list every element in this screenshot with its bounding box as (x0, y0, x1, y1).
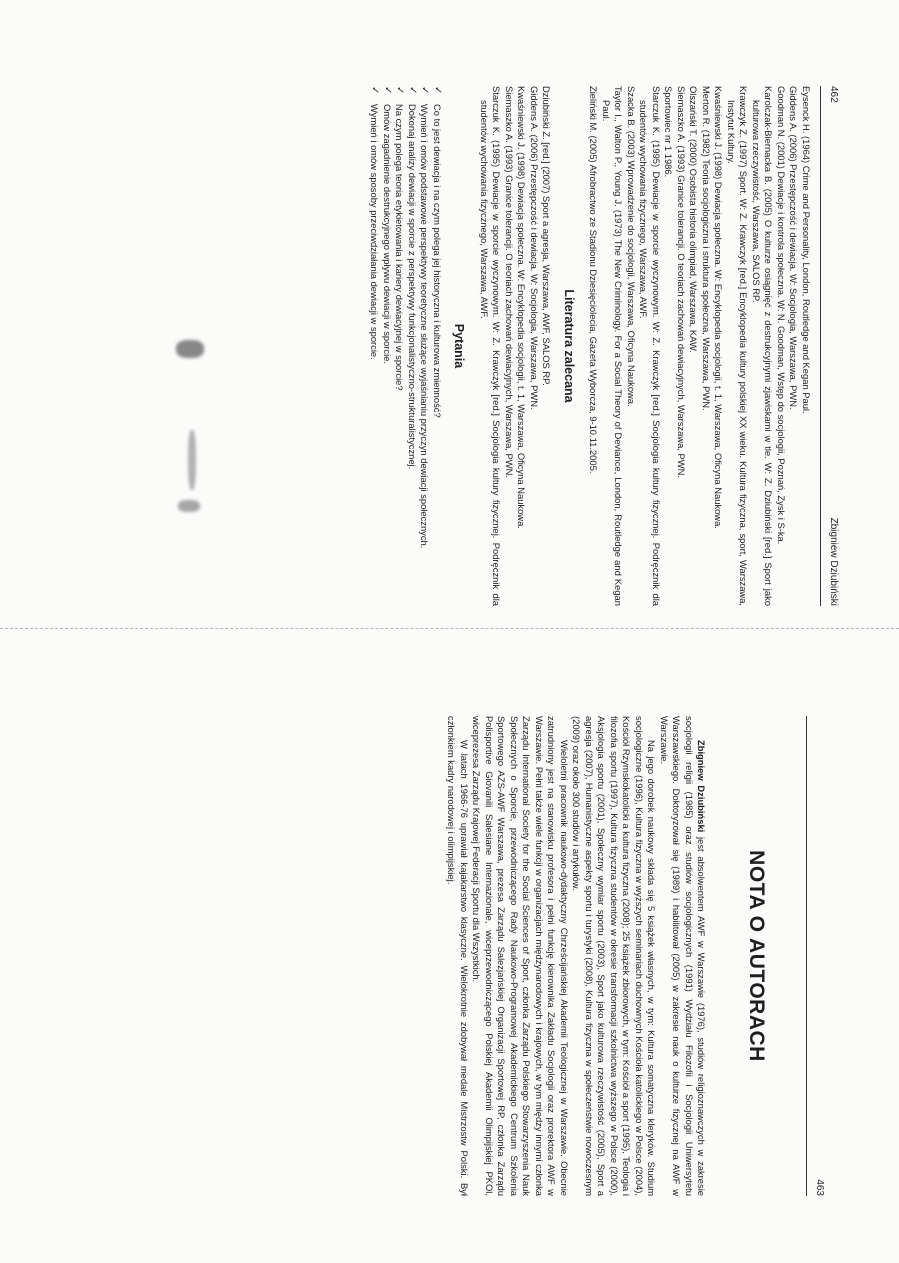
bio-paragraph: Na jego dorobek naukowy składa się 5 książek własnych, w tym: Kultura somatyczna kleryków. Studium socjologiczne (1996), Kultura fizyczna w wyższych seminariach duchownych Kościoła katolickiego w Polsce (2004), Kościół Rzymskokatolicki a kultura fizyczna (2008); 25 książek zbiorowych, w tym: Kościół a sport (1995), Teologia i filozofia sportu (1997), Kultura fizyczna studentów w okresie transformacji szkolnictwa wyższego w Polsce (2000), Aksjologia sportu (2001), Społeczny wymiar sportu (2003), Sport jako kulturowa rzeczywistość (2005), Sport a agresja (2007), Humanistyczne aspekty sportu i turystyki (2008), Kultura fizyczna w społeczeństwie nowoczesnym (2009) oraz około 300 studiów i artykułów. (571, 716, 658, 1196)
reference-entry: Merton R. (1982) Teoria socjologiczna i struktura społeczna, Warszawa, PWN. (701, 86, 712, 411)
page-number: 463 (814, 1179, 825, 1196)
reference-entry: Goodman N. (2001) Dewiacje i kontrola społeczna. W: N. Goodman, Wstęp do socjologii, Poznań, Zysk i S-ka. (776, 86, 787, 545)
running-head-title: Zbigniew Dziubiński (828, 517, 839, 606)
question-text: Wymień i omów podstawowe perspektywy teoretyczne służące wyjaśnianiu przyczyn dewiacji społecznych. (419, 104, 431, 549)
recommended-literature-heading: Literatura zalecana (562, 289, 576, 403)
recommended-entry: Dziubiński Z. [red.] (2007) Sport a agresja, Warszawa, AWF, SALOS RP. (541, 86, 553, 386)
checkmark-icon: ✓ (369, 86, 381, 95)
checkmark-icon: ✓ (432, 86, 443, 95)
question-text: Omów zagadnienie destrukcyjnego wpływu dewiacji w sporcie. (382, 104, 393, 365)
question-item (431, 86, 444, 606)
reference-entry: Karolczak-Biernacka B. (2005) O kulturze osiągnięć z destrukcyjnymi zjawiskami w tle. W: Z. Dziubiński [red.] Sport jako kulturowa rzeczywistość, Warszawa, SALOS RP. (751, 86, 775, 606)
reference-entry: Siemaszko A. (1993) Granice tolerancji. O teoriach zachowań dewiacyjnych, Warszawa, PWN. (676, 86, 687, 478)
recommended-entry: Kwaśniewski J. (1998) Dewiacja społeczna. W: Encyklopedia socjologii, t. 1, Warszawa, Oficyna Naukowa. (516, 86, 528, 529)
question-text: Wymień i omów sposoby przeciwdziałania dewiacji w sporcie. (369, 104, 381, 360)
bio-paragraph-text: jest absolwentem AWF w Warszawie (1976), studiów religioznawczych w zakresie socjologii religii (1985) oraz studiów socjologicznych (1991) Wydziału Filozofii i Socjologii Uniwersytetu Warszawskiego. Doktoryzował się (1989) i habilitował (2005) w zakresie nauk o kulturze fizycznej na AWF w Warszawie. (659, 716, 708, 1196)
recommended-entry: Starczuk K. (1995) Dewiacje w sporcie wyczynowym. W: Z. Krawczyk [red.] Socjologia kultury fizycznej. Podręcznik dla studentów wychowania fizycznego, Warszawa, AWF. (479, 86, 503, 606)
checkmark-icon: ✓ (419, 86, 431, 95)
reference-entry: Taylor I., Walton P., Young J. (1973) The New Criminology. For a Social Theory of Deviance, London, Routledge and Kegan Paul. (601, 86, 625, 606)
question-text: Na czym polega teoria etykietowania i kariery dewiacyjnej w sporcie? (394, 104, 406, 391)
page-fold-line (0, 628, 899, 629)
reference-entry: Eysenck H. (1964) Crime and Personality, London, Routledge and Kegan Paul. (801, 86, 812, 414)
reference-entry: Sportowiec nr 1 1986. (663, 86, 675, 178)
reference-entry: Olszański T. (2000) Osobista historia olimpiad, Warszawa, KAW. (688, 86, 700, 353)
recommended-entry: Siemaszko A. (1993) Granice tolerancji. O teoriach zachowań dewiacyjnych, Warszawa, PWN. (504, 86, 515, 478)
running-header (820, 86, 843, 606)
left-book-page (73, 86, 843, 606)
author-name: Zbigniew Dziubiński (696, 740, 708, 833)
running-header (806, 716, 829, 1196)
recommended-entry: Giddens A. (2006) Przestępczość i dewiacja. W: Socjologia, Warszawa, PWN. (529, 86, 540, 410)
page-number: 462 (828, 86, 839, 103)
recommended-list (478, 86, 553, 606)
reference-entry: Kwaśniewski J. (1998) Dewiacja społeczna. W: Encyklopedia socjologii, t. 1, Warszawa, Oficyna Naukowa. (713, 86, 725, 529)
authors-note-heading: NOTA O AUTORACH (745, 850, 768, 1062)
question-item (406, 86, 419, 606)
bio-paragraph: Wieloletni pracownik naukowo-dydaktyczny Chrześcijańskiej Akademii Teologicznej w Warszawie. Obecnie zatrudniony jest na stanowisku profesora i pełni funkcję kierownika Zakładu Socjologii oraz prorektora AWF w Warszawie. Pełni także wiele funkcji w organizacjach międzynarodowych i krajowych, w tym między innymi członka Zarządu International Society for the Social Sciences of Sport, członka Zarządu Polskiego Stowarzyszenia Nauk Społecznych o Sporcie, przewodniczącego Rady Naukowo-Programowej Akademickiego Centrum Szkolenia Sportowego AZS-AWF Warszawa, prezesa Zarządu Salezjańskiej Organizacji Sportowej RP, członka Zarządu Polisportive Giovanili Salesiane Internazionale, wiceprzewodniczącego Polskiej Akademii Olimpijskiej PKOl, wiceprezesa Zarządu Krajowej Federacji Sportu dla Wszystkich. (471, 716, 570, 1196)
question-item (393, 86, 406, 606)
bio-paragraph (658, 716, 708, 1196)
reference-entry: Giddens A. (2006) Przestępczość i dewiacja. W: Socjologia, Warszawa, PWN. (788, 86, 800, 410)
question-item (368, 86, 381, 606)
bio-paragraph: W latach 1966-76 uprawiał kajakarstwo klasyczne. Wielokrotnie zdobywał medale Mistrzostw Polski. Był członkiem kadry narodowej i olimpijskiej. (446, 716, 470, 1196)
question-item (381, 86, 394, 606)
checkmark-icon: ✓ (407, 86, 418, 95)
question-item (418, 86, 431, 606)
reference-entry: Szacka B. (2003) Wprowadzenie do socjologii, Warszawa, Oficyna Naukowa. (626, 86, 637, 407)
reference-entry: Zieliński M. (2005) Afrobractwo ze Stadionu Dziesięciolecia, Gazeta Wyborcza, 9-10.11.2005. (588, 86, 600, 474)
reference-entry: Starczuk K. (1995) Dewiacje w sporcie wyczynowym. W: Z. Krawczyk [red.] Socjologia kultury fizycznej. Podręcznik dla studentów wychowania fizycznego, Warszawa, AWF. (638, 86, 662, 606)
reference-entry: Krawczyk Z. (1997) Sport. W: Z. Krawczyk [red.] Encyklopedia kultury polskiej XX wieku. Kultura fizyczna, sport, Warszawa, Instytut Kultury. (726, 86, 750, 606)
checkmark-icon: ✓ (382, 86, 393, 95)
questions-list (368, 86, 443, 606)
questions-heading: Pytania (452, 323, 467, 369)
bibliography-list (587, 86, 812, 606)
checkmark-icon: ✓ (394, 86, 406, 95)
question-text: Dokonaj analizy dewiacji w sporcie z perspektywy funkcjonalistyczno-strukturalistycznej. (407, 104, 418, 470)
question-text: Co to jest dewiacja i na czym polega jej historyczna i kulturowa zmienność? (432, 104, 443, 418)
right-book-page (69, 716, 829, 1196)
